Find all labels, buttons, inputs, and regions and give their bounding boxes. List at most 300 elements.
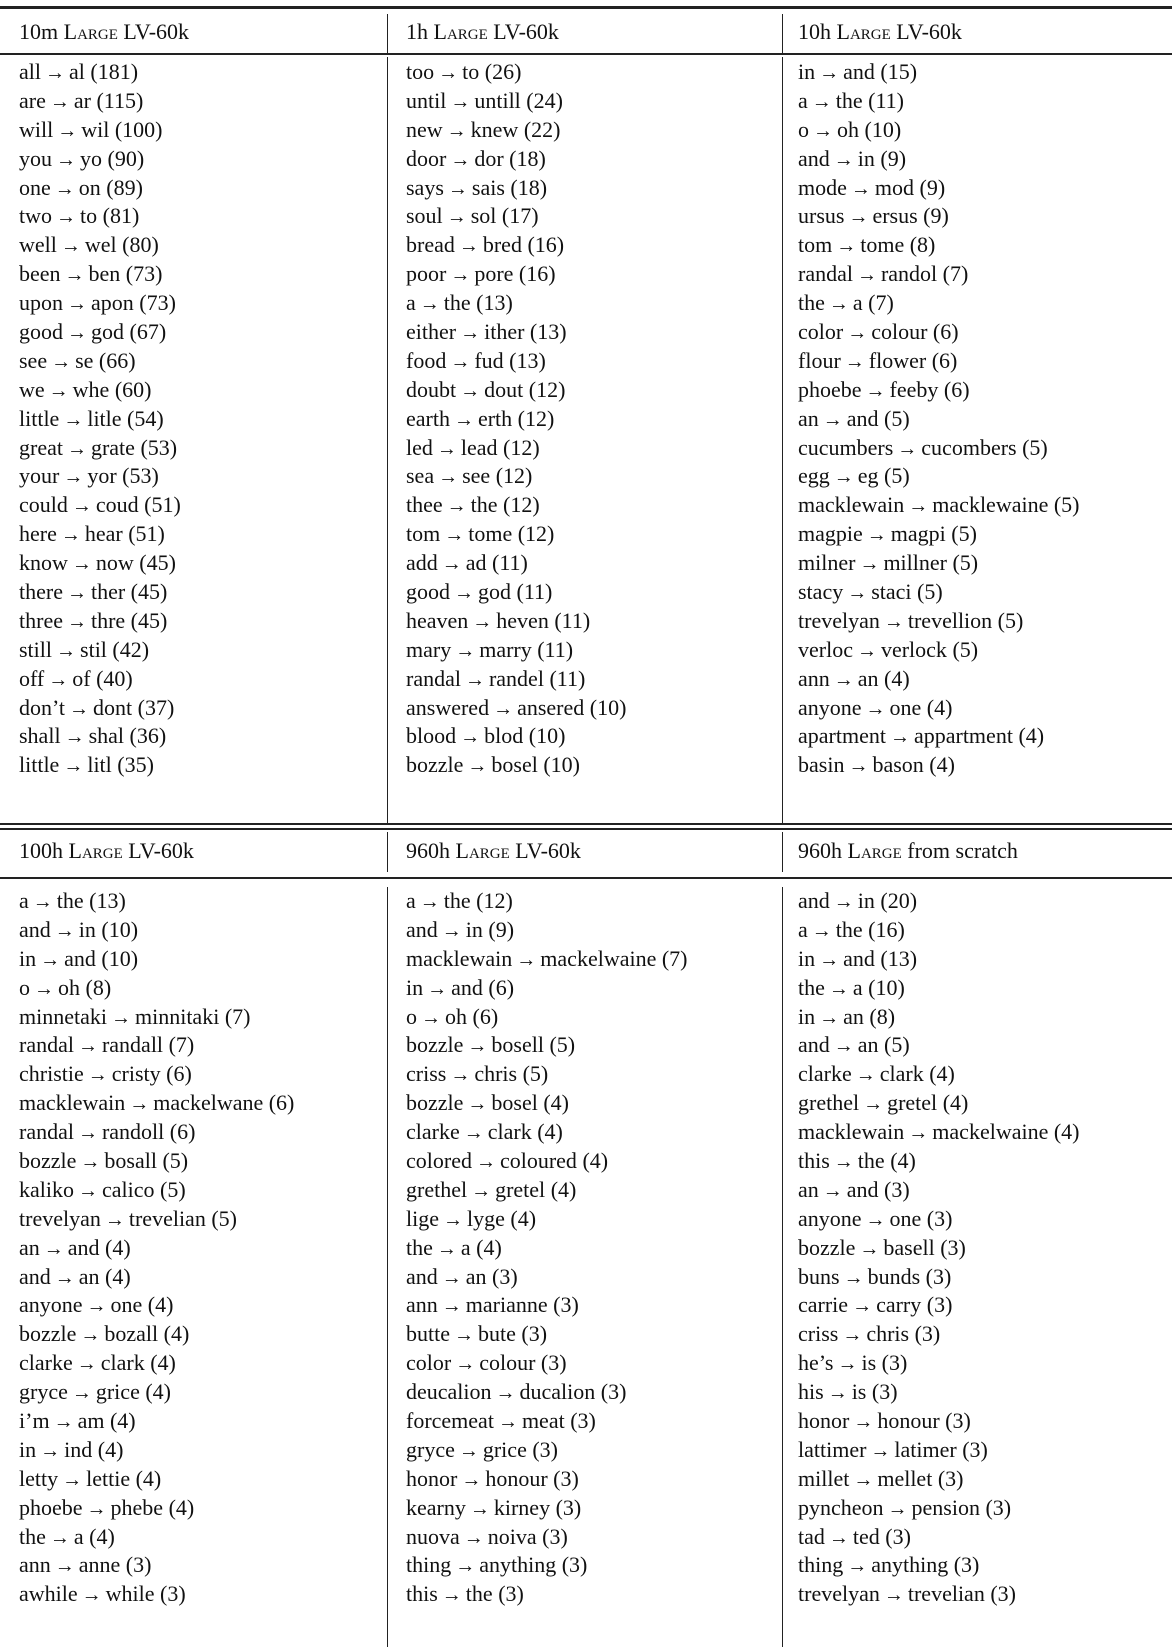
error-entry <box>19 1407 387 1436</box>
error-entry <box>19 1060 387 1089</box>
error-count: (45) <box>139 550 176 576</box>
error-entry <box>798 1378 1172 1407</box>
error-entry <box>19 1147 387 1176</box>
reference-word: a <box>798 916 808 942</box>
error-count: (9) <box>919 174 946 200</box>
reference-word: there <box>19 579 63 605</box>
reference-word: grethel <box>406 1176 468 1202</box>
error-count: (22) <box>523 116 561 142</box>
error-count: (80) <box>122 232 159 258</box>
reference-word: basin <box>798 752 845 778</box>
hypothesis-word: the <box>857 1148 885 1174</box>
reference-word: could <box>19 492 68 518</box>
hypothesis-word: randol <box>880 261 938 287</box>
error-count: (5) <box>522 1061 549 1087</box>
hypothesis-word: untill <box>474 87 521 113</box>
hypothesis-word: lead <box>460 434 498 460</box>
hypothesis-word: dont <box>93 694 133 720</box>
right-arrow-icon: → <box>67 293 87 316</box>
right-arrow-icon: → <box>865 379 886 402</box>
right-arrow-icon: → <box>827 1382 848 1405</box>
right-arrow-icon: → <box>54 919 75 942</box>
error-count: (5) <box>951 521 977 547</box>
hypothesis-word: blod <box>484 723 524 749</box>
right-arrow-icon: → <box>516 948 537 971</box>
error-count: (4) <box>543 1090 570 1116</box>
reference-word: phoebe <box>798 376 862 402</box>
error-entry <box>406 1378 782 1407</box>
reference-word: in <box>19 945 37 971</box>
hypothesis-word: an <box>78 1263 100 1289</box>
hypothesis-word: the <box>835 87 863 113</box>
reference-word: tad <box>798 1523 825 1549</box>
reference-word: mary <box>406 636 452 662</box>
right-arrow-icon: → <box>441 1584 462 1607</box>
error-count: (12) <box>503 492 540 518</box>
error-count: (4) <box>929 752 955 778</box>
column-header <box>0 832 387 872</box>
right-arrow-icon: → <box>53 1411 74 1434</box>
hypothesis-word: colour <box>479 1350 536 1376</box>
hypothesis-word: the <box>835 916 863 942</box>
hypothesis-word: mackelwaine <box>932 1119 1049 1145</box>
error-count: (5) <box>884 1032 910 1058</box>
hypothesis-word: lettie <box>86 1465 131 1491</box>
reference-word: verloc <box>798 636 853 662</box>
error-count: (16) <box>868 916 905 942</box>
error-count: (3) <box>542 1523 568 1549</box>
right-arrow-icon: → <box>883 610 904 633</box>
hypothesis-word: bosell <box>491 1032 544 1058</box>
error-entry <box>19 1580 387 1609</box>
hypothesis-word: bute <box>478 1321 516 1347</box>
hypothesis-word: to <box>80 203 98 229</box>
right-arrow-icon: → <box>450 350 471 373</box>
error-count: (10) <box>589 694 627 720</box>
error-entry <box>19 1291 387 1320</box>
right-arrow-icon: → <box>49 90 70 113</box>
reference-word: kaliko <box>19 1176 74 1202</box>
error-column <box>782 57 1172 823</box>
reference-word: trevelyan <box>798 1581 880 1607</box>
right-arrow-icon: → <box>811 90 832 113</box>
error-entry <box>406 405 782 434</box>
error-count: (73) <box>125 261 163 287</box>
hypothesis-word: kirney <box>493 1494 551 1520</box>
hypothesis-word: and <box>64 945 96 971</box>
error-entry <box>798 916 1172 945</box>
error-count: (5) <box>1053 492 1080 518</box>
error-count: (4) <box>884 665 910 691</box>
right-arrow-icon: → <box>54 177 75 200</box>
hypothesis-word: oh <box>58 974 80 1000</box>
reference-word: gryce <box>406 1436 455 1462</box>
right-arrow-icon: → <box>847 322 868 345</box>
right-arrow-icon: → <box>828 977 849 1000</box>
error-entry <box>19 202 387 231</box>
right-arrow-icon: → <box>819 948 840 971</box>
right-arrow-icon: → <box>828 1526 849 1549</box>
right-arrow-icon: → <box>467 1093 488 1116</box>
error-count: (3) <box>881 1350 908 1376</box>
reference-word: new <box>406 116 443 142</box>
right-arrow-icon: → <box>856 264 877 287</box>
error-count: (51) <box>144 492 181 518</box>
column-header <box>0 14 387 53</box>
reference-word: color <box>406 1350 452 1376</box>
error-entry <box>406 87 782 116</box>
error-count: (11) <box>868 87 904 113</box>
right-arrow-icon: → <box>81 1584 102 1607</box>
error-column <box>0 887 387 1647</box>
right-arrow-icon: → <box>467 1035 488 1058</box>
error-entry <box>19 1523 387 1552</box>
error-count: (3) <box>962 1436 988 1462</box>
hypothesis-word: pension <box>911 1494 980 1520</box>
error-count: (3) <box>985 1494 1012 1520</box>
hypothesis-word: wel <box>84 232 117 258</box>
right-arrow-icon: → <box>450 90 471 113</box>
error-entry <box>19 636 387 665</box>
reference-word: add <box>406 550 438 576</box>
right-arrow-icon: → <box>822 1179 843 1202</box>
error-entry <box>406 665 782 694</box>
error-entry <box>406 694 782 723</box>
right-arrow-icon: → <box>833 466 854 489</box>
error-entry <box>19 1176 387 1205</box>
column-header-label: 1h Large LV-60k <box>406 19 559 44</box>
error-count: (4) <box>890 1148 916 1174</box>
error-entry <box>19 174 387 203</box>
error-entry <box>798 636 1172 665</box>
reference-word: millet <box>798 1465 850 1491</box>
reference-word: tom <box>406 521 441 547</box>
error-entry <box>798 260 1172 289</box>
error-count: (3) <box>914 1321 941 1347</box>
hypothesis-word: dout <box>484 376 524 402</box>
error-column <box>0 57 387 823</box>
error-entry <box>406 578 782 607</box>
error-count: (12) <box>517 405 555 431</box>
error-entry <box>19 58 387 87</box>
hypothesis-word: in <box>465 916 483 942</box>
right-arrow-icon: → <box>446 206 467 229</box>
reference-word: good <box>19 319 63 345</box>
reference-word: carrie <box>798 1292 849 1318</box>
error-count: (6) <box>943 376 970 402</box>
reference-word: gryce <box>19 1379 68 1405</box>
error-count: (3) <box>553 1465 579 1491</box>
error-count: (16) <box>527 232 565 258</box>
hypothesis-word: feeby <box>889 376 939 402</box>
hypothesis-word: honour <box>877 1408 940 1434</box>
right-arrow-icon: → <box>43 1237 64 1260</box>
right-arrow-icon: → <box>64 726 85 749</box>
error-entry <box>798 887 1172 916</box>
hypothesis-word: lyge <box>467 1205 505 1231</box>
error-count: (3) <box>945 1408 971 1434</box>
reference-word: you <box>19 145 52 171</box>
reference-word: randal <box>798 261 853 287</box>
right-arrow-icon: → <box>463 1122 484 1145</box>
error-entry <box>19 1118 387 1147</box>
hypothesis-word: bunds <box>867 1263 921 1289</box>
right-arrow-icon: → <box>63 408 84 431</box>
reference-word: he’s <box>798 1350 834 1376</box>
error-entry <box>406 636 782 665</box>
hypothesis-word: ted <box>852 1523 880 1549</box>
reference-word: minnetaki <box>19 1003 107 1029</box>
error-count: (3) <box>555 1494 582 1520</box>
error-count: (11) <box>549 665 586 691</box>
hypothesis-word: the <box>465 1581 493 1607</box>
right-arrow-icon: → <box>441 919 462 942</box>
right-arrow-icon: → <box>908 1122 929 1145</box>
right-arrow-icon: → <box>78 1179 98 1202</box>
error-entry <box>19 1349 387 1378</box>
right-arrow-icon: → <box>40 948 61 971</box>
error-entry <box>406 1436 782 1465</box>
reference-word: bozzle <box>406 1090 464 1116</box>
error-entry <box>798 1031 1172 1060</box>
right-arrow-icon: → <box>853 1468 874 1491</box>
reference-word: don’t <box>19 694 66 720</box>
column-header-label: 10m Large LV-60k <box>19 19 190 44</box>
right-arrow-icon: → <box>87 1064 108 1087</box>
error-count: (12) <box>476 888 513 913</box>
reference-word: and <box>798 1032 830 1058</box>
right-arrow-icon: → <box>856 639 877 662</box>
right-arrow-icon: → <box>441 1295 462 1318</box>
reference-word: a <box>798 87 808 113</box>
error-count: (10) <box>543 752 581 778</box>
right-arrow-icon: → <box>54 1266 75 1289</box>
right-arrow-icon: → <box>421 1006 441 1029</box>
hypothesis-word: shal <box>88 723 125 749</box>
error-count: (81) <box>102 203 140 229</box>
right-arrow-icon: → <box>67 322 87 345</box>
error-count: (10) <box>868 974 905 1000</box>
error-count: (36) <box>129 723 167 749</box>
hypothesis-word: is <box>851 1379 867 1405</box>
error-count: (7) <box>661 945 688 971</box>
error-entry <box>19 462 387 491</box>
error-count: (3) <box>600 1379 627 1405</box>
right-arrow-icon: → <box>889 726 910 749</box>
reference-word: says <box>406 174 444 200</box>
hypothesis-word: apon <box>91 290 134 316</box>
reference-word: the <box>406 1234 433 1260</box>
error-count: (24) <box>526 87 563 113</box>
hypothesis-word: coud <box>95 492 139 518</box>
reference-word: too <box>406 59 435 84</box>
hypothesis-word: am <box>77 1408 105 1434</box>
right-arrow-icon: → <box>833 1035 854 1058</box>
error-entry <box>19 1234 387 1263</box>
error-count: (5) <box>997 607 1024 633</box>
reference-word: here <box>19 521 57 547</box>
error-count: (6) <box>169 1119 196 1145</box>
hypothesis-word: oh <box>445 1003 467 1029</box>
hypothesis-word: and <box>843 59 875 84</box>
reference-word: flour <box>798 347 841 373</box>
error-entry <box>798 145 1172 174</box>
error-entry <box>406 722 782 751</box>
error-count: (67) <box>129 319 167 345</box>
error-count: (89) <box>106 174 143 200</box>
error-entry <box>798 1291 1172 1320</box>
error-entry <box>19 87 387 116</box>
hypothesis-word: gretel <box>887 1090 938 1116</box>
error-entry <box>19 1003 387 1032</box>
error-count: (45) <box>130 579 168 605</box>
hypothesis-word: ind <box>64 1436 93 1462</box>
right-arrow-icon: → <box>475 1151 496 1174</box>
hypothesis-word: ansered <box>517 694 585 720</box>
error-count: (3) <box>492 1263 518 1289</box>
reference-word: trevelyan <box>19 1205 101 1231</box>
right-arrow-icon: → <box>467 755 488 778</box>
error-count: (10) <box>101 916 139 942</box>
error-count: (73) <box>139 290 176 316</box>
error-entry <box>406 1234 782 1263</box>
hypothesis-word: mellet <box>877 1465 933 1491</box>
header-row <box>0 14 1172 53</box>
error-entry <box>406 434 782 463</box>
hypothesis-word: knew <box>470 116 519 142</box>
hypothesis-word: while <box>105 1581 155 1607</box>
error-entry <box>19 665 387 694</box>
right-arrow-icon: → <box>813 119 833 142</box>
hypothesis-word: ar <box>73 87 91 113</box>
right-arrow-icon: → <box>446 119 467 142</box>
hypothesis-word: sais <box>471 174 505 200</box>
error-count: (6) <box>488 974 515 1000</box>
right-arrow-icon: → <box>56 639 77 662</box>
right-arrow-icon: → <box>865 697 886 720</box>
reference-word: anyone <box>798 1205 862 1231</box>
header-rule <box>0 877 1172 879</box>
right-arrow-icon: → <box>71 495 92 518</box>
right-arrow-icon: → <box>63 466 84 489</box>
reference-word: in <box>19 1436 37 1462</box>
reference-word: the <box>798 974 825 1000</box>
hypothesis-word: sol <box>470 203 497 229</box>
hypothesis-word: one <box>110 1292 143 1318</box>
right-arrow-icon: → <box>493 697 514 720</box>
right-arrow-icon: → <box>438 466 459 489</box>
error-entry <box>19 887 387 916</box>
right-arrow-icon: → <box>495 1382 516 1405</box>
error-count: (7) <box>168 1032 195 1058</box>
error-entry <box>798 202 1172 231</box>
error-entry <box>798 1205 1172 1234</box>
reference-word: poor <box>406 261 447 287</box>
reference-word: colored <box>406 1148 472 1174</box>
reference-word: door <box>406 145 447 171</box>
hypothesis-word: macklewaine <box>932 492 1049 518</box>
error-entry <box>798 520 1172 549</box>
reference-word: o <box>406 1003 417 1029</box>
error-entry <box>406 1147 782 1176</box>
right-arrow-icon: → <box>104 1208 125 1231</box>
error-count: (53) <box>122 463 159 489</box>
error-entry <box>406 916 782 945</box>
reference-word: all <box>19 59 41 84</box>
hypothesis-word: colour <box>871 319 928 345</box>
right-arrow-icon: → <box>419 891 440 913</box>
right-arrow-icon: → <box>833 668 854 691</box>
error-count: (3) <box>570 1408 596 1434</box>
hypothesis-word: and <box>846 1176 879 1202</box>
error-entry <box>19 974 387 1003</box>
error-count: (3) <box>925 1263 952 1289</box>
error-entry <box>19 318 387 347</box>
right-arrow-icon: → <box>833 148 854 171</box>
reference-word: phoebe <box>19 1494 83 1520</box>
hypothesis-word: litle <box>87 405 122 431</box>
error-entry <box>406 751 782 780</box>
hypothesis-word: a <box>852 290 863 316</box>
hypothesis-word: an <box>465 1263 487 1289</box>
reference-word: until <box>406 87 447 113</box>
reference-word: doubt <box>406 376 457 402</box>
right-arrow-icon: → <box>129 1093 150 1116</box>
error-entry <box>798 289 1172 318</box>
hypothesis-word: ad <box>465 550 487 576</box>
reference-word: soul <box>406 203 443 229</box>
right-arrow-icon: → <box>472 610 493 633</box>
reference-word: blood <box>406 723 457 749</box>
right-arrow-icon: → <box>848 206 869 229</box>
reference-word: o <box>19 974 30 1000</box>
error-count: (4) <box>476 1234 502 1260</box>
error-entry <box>798 318 1172 347</box>
error-count: (4) <box>135 1465 162 1491</box>
reference-word: clarke <box>19 1350 73 1376</box>
hypothesis-word: dor <box>474 145 504 171</box>
column-header-label: 960h Large from scratch <box>798 838 1018 863</box>
reference-word: randal <box>19 1032 74 1058</box>
error-entry <box>798 1580 1172 1609</box>
reference-word: will <box>19 116 54 142</box>
reference-word: a <box>406 290 416 316</box>
error-entry <box>19 520 387 549</box>
error-entry <box>19 1494 387 1523</box>
hypothesis-word: fud <box>474 347 504 373</box>
right-arrow-icon: → <box>859 1237 880 1260</box>
reference-word: in <box>406 974 424 1000</box>
hypothesis-word: clark <box>487 1119 532 1145</box>
right-arrow-icon: → <box>848 755 869 778</box>
reference-word: randal <box>19 1119 74 1145</box>
right-arrow-icon: → <box>66 437 87 460</box>
reference-word: bozzle <box>19 1321 77 1347</box>
error-column <box>387 57 782 823</box>
error-entry <box>406 145 782 174</box>
hypothesis-word: magpi <box>890 521 946 547</box>
right-arrow-icon: → <box>66 610 87 633</box>
error-entry <box>406 289 782 318</box>
error-count: (5) <box>884 463 910 489</box>
error-entry <box>19 607 387 636</box>
error-count: (9) <box>923 203 949 229</box>
error-count: (11) <box>492 550 528 576</box>
right-arrow-icon: → <box>450 264 471 287</box>
error-count: (16) <box>518 261 556 287</box>
right-arrow-icon: → <box>77 1122 98 1145</box>
hypothesis-word: a <box>460 1234 471 1260</box>
